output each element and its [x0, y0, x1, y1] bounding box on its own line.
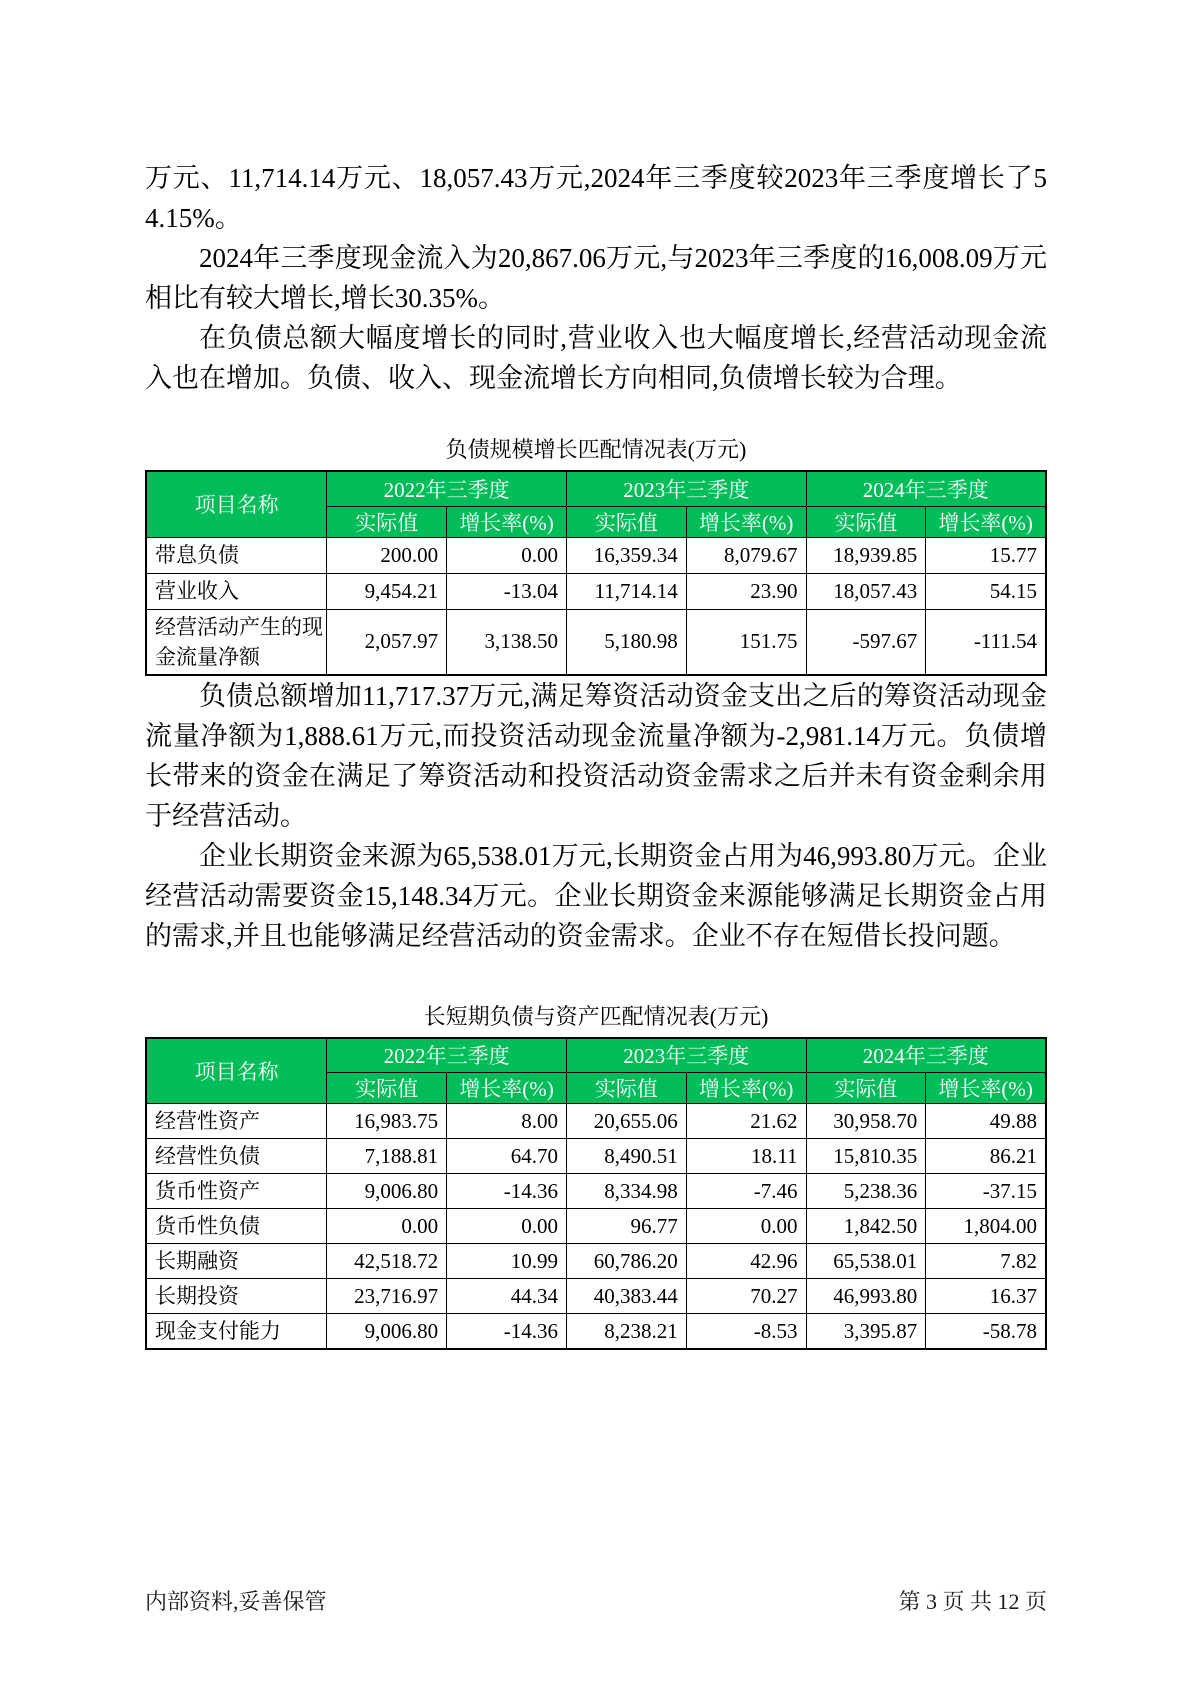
table-cell-value: -14.36 [447, 1174, 567, 1209]
table-cell-value: 42,518.72 [327, 1244, 447, 1279]
col-header-growth-rate: 增长率(%) [686, 506, 806, 537]
table-cell-value: 8.00 [447, 1104, 567, 1139]
table-cell-value: 9,006.80 [327, 1174, 447, 1209]
col-header-growth-rate: 增长率(%) [447, 506, 567, 537]
table-cell-value: 2,057.97 [327, 609, 447, 675]
table-row [146, 573, 1046, 609]
table-cell-value: 86.21 [926, 1139, 1046, 1174]
col-header-item-name: 项目名称 [146, 471, 327, 537]
table-cell-value: 9,454.21 [327, 573, 447, 609]
table-cell-value: -14.36 [447, 1314, 567, 1350]
paragraph-debt-income-match: 在负债总额大幅度增长的同时,营业收入也大幅度增长,经营活动现金流入也在增加。负债、收入、现金流增长方向相同,负债增长较为合理。 [145, 323, 1047, 393]
col-header-actual-value: 实际值 [327, 506, 447, 537]
table-row [146, 1139, 1046, 1174]
table-cell-value: 9,006.80 [327, 1314, 447, 1350]
table-cell-value: 18,939.85 [806, 537, 926, 573]
table-cell-value: 8,238.21 [566, 1314, 686, 1350]
table-cell-value: 30,958.70 [806, 1104, 926, 1139]
row-label: 现金支付能力 [146, 1314, 327, 1350]
table-title-long-short-term: 长短期负债与资产匹配情况表(万元) [423, 1003, 769, 1029]
table-cell-value: -111.54 [926, 609, 1046, 675]
table-cell-value: 5,180.98 [566, 609, 686, 675]
table-row [146, 537, 1046, 573]
table-cell-value: 8,490.51 [566, 1139, 686, 1174]
debt-growth-matching-table [145, 470, 1047, 676]
table-cell-value: 0.00 [447, 537, 567, 573]
paragraph-longterm-funds-analysis: 企业长期资金来源为65,538.01万元,长期资金占用为46,993.80万元。企业经营活动需要资金15,148.34万元。企业长期资金来源能够满足长期资金占用的需求,并且也能够满足经营活动的资金需求。企业不存在短借长投问题。 [145, 840, 1047, 951]
table-row [146, 609, 1046, 675]
table-cell-value: 70.27 [686, 1279, 806, 1314]
table-cell-value: 3,138.50 [447, 609, 567, 675]
table-cell-value: 18,057.43 [806, 573, 926, 609]
col-header-actual-value: 实际值 [806, 1073, 926, 1104]
table-cell-value: 8,079.67 [686, 537, 806, 573]
table-cell-value: 10.99 [447, 1244, 567, 1279]
table-cell-value: 1,842.50 [806, 1209, 926, 1244]
col-header-growth-rate: 增长率(%) [926, 1073, 1046, 1104]
col-header-actual-value: 实际值 [327, 1073, 447, 1104]
table-cell-value: 0.00 [447, 1209, 567, 1244]
footer-page-number: 第 3 页 共 12 页 [898, 1589, 1047, 1614]
table-row [146, 1174, 1046, 1209]
table-cell-value: 0.00 [327, 1209, 447, 1244]
table-cell-value: 200.00 [327, 537, 447, 573]
col-header-period: 2022年三季度 [327, 471, 567, 506]
row-label: 经营性资产 [146, 1104, 327, 1139]
table-cell-value: 65,538.01 [806, 1244, 926, 1279]
table-cell-value: 64.70 [447, 1139, 567, 1174]
row-label: 带息负债 [146, 537, 327, 573]
col-header-actual-value: 实际值 [566, 506, 686, 537]
table-cell-value: 46,993.80 [806, 1279, 926, 1314]
paragraph-growth-summary: 万元、11,714.14万元、18,057.43万元,2024年三季度较2023年三季度增长了54.15%。 [145, 163, 1047, 233]
table-cell-value: -597.67 [806, 609, 926, 675]
table-row [146, 1244, 1046, 1279]
table-cell-value: 60,786.20 [566, 1244, 686, 1279]
table-cell-value: 16,983.75 [327, 1104, 447, 1139]
table-cell-value: 0.00 [686, 1209, 806, 1244]
table-cell-value: 7,188.81 [327, 1139, 447, 1174]
table-cell-value: -7.46 [686, 1174, 806, 1209]
col-header-period: 2023年三季度 [566, 1038, 806, 1073]
col-header-item-name: 项目名称 [146, 1038, 327, 1104]
long-short-term-matching-table [145, 1037, 1047, 1351]
col-header-period: 2023年三季度 [566, 471, 806, 506]
col-header-actual-value: 实际值 [566, 1073, 686, 1104]
row-label: 营业收入 [146, 573, 327, 609]
row-label: 经营性负债 [146, 1139, 327, 1174]
table-cell-value: 3,395.87 [806, 1314, 926, 1350]
table-row [146, 1209, 1046, 1244]
row-label: 长期投资 [146, 1279, 327, 1314]
table-cell-value: 15,810.35 [806, 1139, 926, 1174]
col-header-period: 2024年三季度 [806, 1038, 1046, 1073]
table-cell-value: 8,334.98 [566, 1174, 686, 1209]
table-cell-value: 49.88 [926, 1104, 1046, 1139]
table-row [146, 1104, 1046, 1139]
table-cell-value: 16,359.34 [566, 537, 686, 573]
table-cell-value: 7.82 [926, 1244, 1046, 1279]
table-row [146, 1279, 1046, 1314]
table-cell-value: 15.77 [926, 537, 1046, 573]
row-label: 长期融资 [146, 1244, 327, 1279]
page-footer [145, 1585, 1047, 1616]
row-label: 货币性负债 [146, 1209, 327, 1244]
paragraph-debt-increase-analysis: 负债总额增加11,717.37万元,满足筹资活动资金支出之后的筹资活动现金流量净额为1,888.61万元,而投资活动现金流量净额为-2,981.14万元。负债增长带来的资金在满足了筹资活动和投资活动资金需求之后并未有资金剩余用于经营活动。 [145, 680, 1047, 831]
col-header-period: 2024年三季度 [806, 471, 1046, 506]
paragraph-cash-inflow: 2024年三季度现金流入为20,867.06万元,与2023年三季度的16,008.09万元相比有较大增长,增长30.35%。 [145, 243, 1047, 313]
row-label: 经营活动产生的现金流量净额 [146, 609, 327, 675]
table-cell-value: -13.04 [447, 573, 567, 609]
table-cell-value: 54.15 [926, 573, 1046, 609]
table-cell-value: 5,238.36 [806, 1174, 926, 1209]
table-cell-value: -8.53 [686, 1314, 806, 1350]
col-header-growth-rate: 增长率(%) [686, 1073, 806, 1104]
table-cell-value: 1,804.00 [926, 1209, 1046, 1244]
table-cell-value: 21.62 [686, 1104, 806, 1139]
col-header-period: 2022年三季度 [327, 1038, 567, 1073]
table-cell-value: 23.90 [686, 573, 806, 609]
table-cell-value: 23,716.97 [327, 1279, 447, 1314]
table-cell-value: 11,714.14 [566, 573, 686, 609]
table-cell-value: -58.78 [926, 1314, 1046, 1350]
table-cell-value: 96.77 [566, 1209, 686, 1244]
footer-confidential-note: 内部资料,妥善保管 [145, 1589, 327, 1614]
col-header-growth-rate: 增长率(%) [447, 1073, 567, 1104]
table-row [146, 1314, 1046, 1350]
table-cell-value: 40,383.44 [566, 1279, 686, 1314]
table-cell-value: 151.75 [686, 609, 806, 675]
table-cell-value: 42.96 [686, 1244, 806, 1279]
table-title-debt-growth: 负债规模增长匹配情况表(万元) [445, 437, 747, 462]
table-cell-value: 18.11 [686, 1139, 806, 1174]
table-cell-value: -37.15 [926, 1174, 1046, 1209]
col-header-actual-value: 实际值 [806, 506, 926, 537]
table-cell-value: 16.37 [926, 1279, 1046, 1314]
row-label: 货币性资产 [146, 1174, 327, 1209]
table-cell-value: 44.34 [447, 1279, 567, 1314]
table-cell-value: 20,655.06 [566, 1104, 686, 1139]
col-header-growth-rate: 增长率(%) [926, 506, 1046, 537]
